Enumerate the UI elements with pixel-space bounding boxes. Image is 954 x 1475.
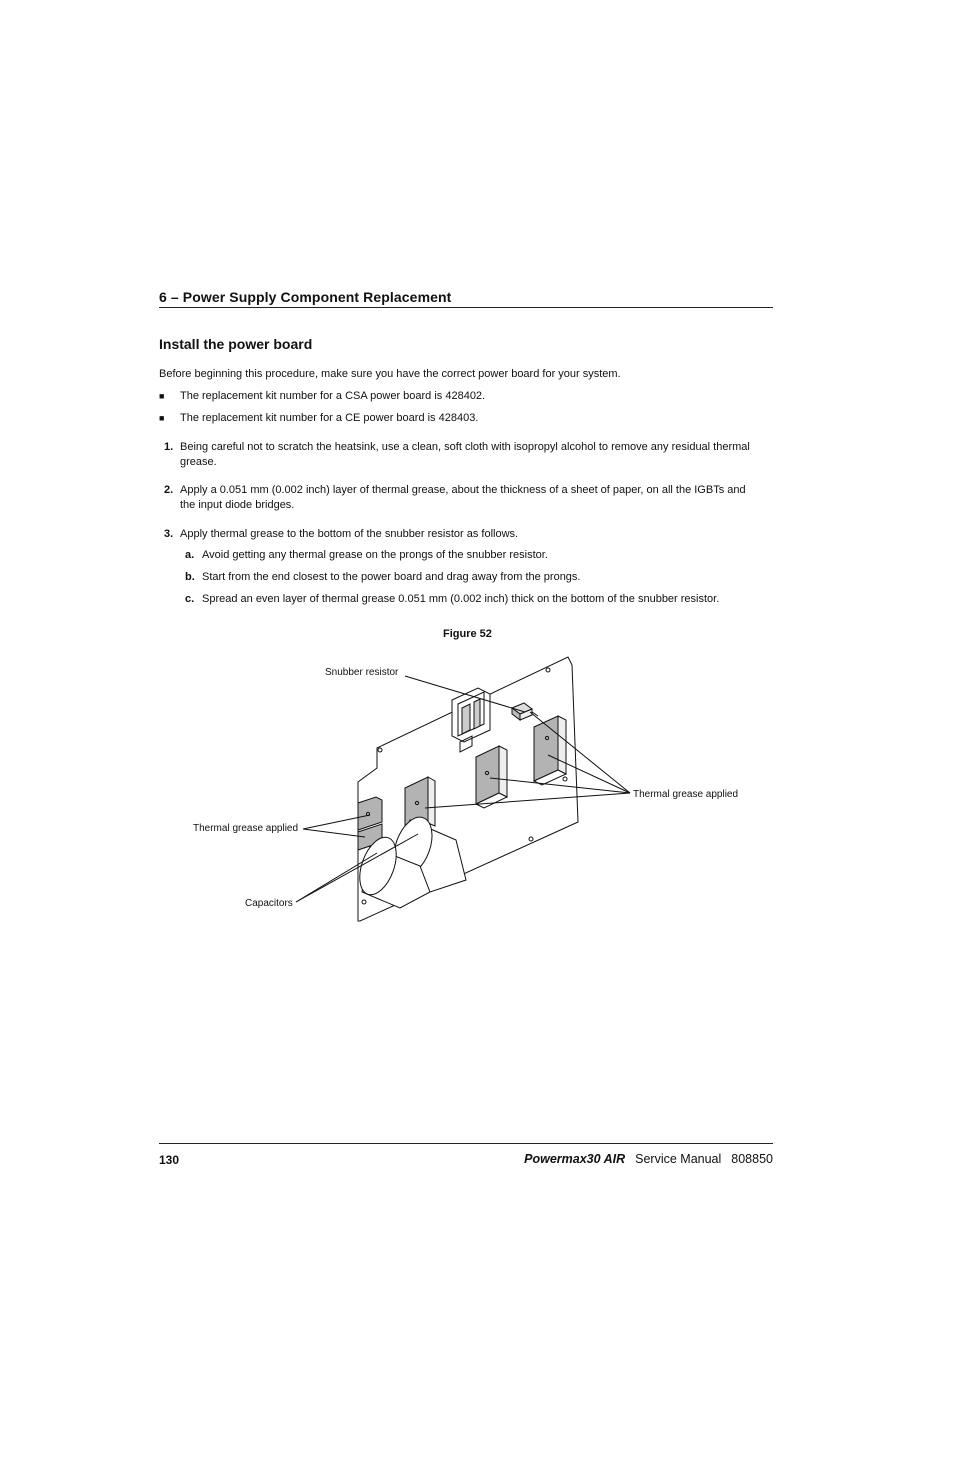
substep-text: Spread an even layer of thermal grease 0.051 mm (0.002 inch) thick on the bottom of the snubber resistor. [202,593,720,605]
callout-snubber-resistor: Snubber resistor [325,667,399,678]
bullet-text: The replacement kit number for a CSA power board is 428402. [180,390,486,402]
step-line: the input diode bridges. [180,499,295,511]
footer-doc-info [524,1152,773,1166]
bullet-square-icon: ■ [159,413,165,423]
doc-number: 808850 [731,1152,773,1166]
step-line: Apply a 0.051 mm (0.002 inch) layer of thermal grease, about the thickness of a sheet of paper, on all the IGBTs and [180,484,746,496]
step-number: 1. [164,441,174,453]
step-text: Apply thermal grease to the bottom of the snubber resistor as follows. [180,528,519,540]
step-text [180,483,773,513]
page-number: 130 [159,1153,180,1167]
substep-letter: b. [185,571,195,583]
chapter-title: 6 – Power Supply Component Replacement [159,289,452,305]
product-name: Powermax30 AIR [524,1152,626,1166]
leader-grease-left-2 [303,829,365,837]
substep-letter: c. [185,593,195,605]
substep-text: Start from the end closest to the power board and drag away from the prongs. [202,571,581,583]
step-line: Being careful not to scratch the heatsink, use a clean, soft cloth with isopropyl alcohol to remove any residual thermal [180,441,750,453]
manual-title: Service Manual [635,1152,722,1166]
footer-rule [159,1143,773,1144]
section-title: Install the power board [159,336,313,352]
header-rule [159,307,773,308]
figure-label: Figure 52 [443,628,492,640]
callout-thermal-grease-right: Thermal grease applied [633,789,739,800]
step-number: 2. [164,484,174,496]
callout-capacitors: Capacitors [245,898,293,909]
callout-thermal-grease-left: Thermal grease applied [193,823,299,834]
bullet-square-icon: ■ [159,391,165,401]
substep-letter: a. [185,549,195,561]
step-number: 3. [164,528,174,540]
bullet-text: The replacement kit number for a CE power board is 428403. [180,412,479,424]
step-line: grease. [180,456,217,468]
intro-paragraph: Before beginning this procedure, make sure you have the correct power board for your system. [159,368,621,380]
chapter-header [159,288,773,306]
step-text [180,440,773,470]
substep-text: Avoid getting any thermal grease on the prongs of the snubber resistor. [202,549,548,561]
